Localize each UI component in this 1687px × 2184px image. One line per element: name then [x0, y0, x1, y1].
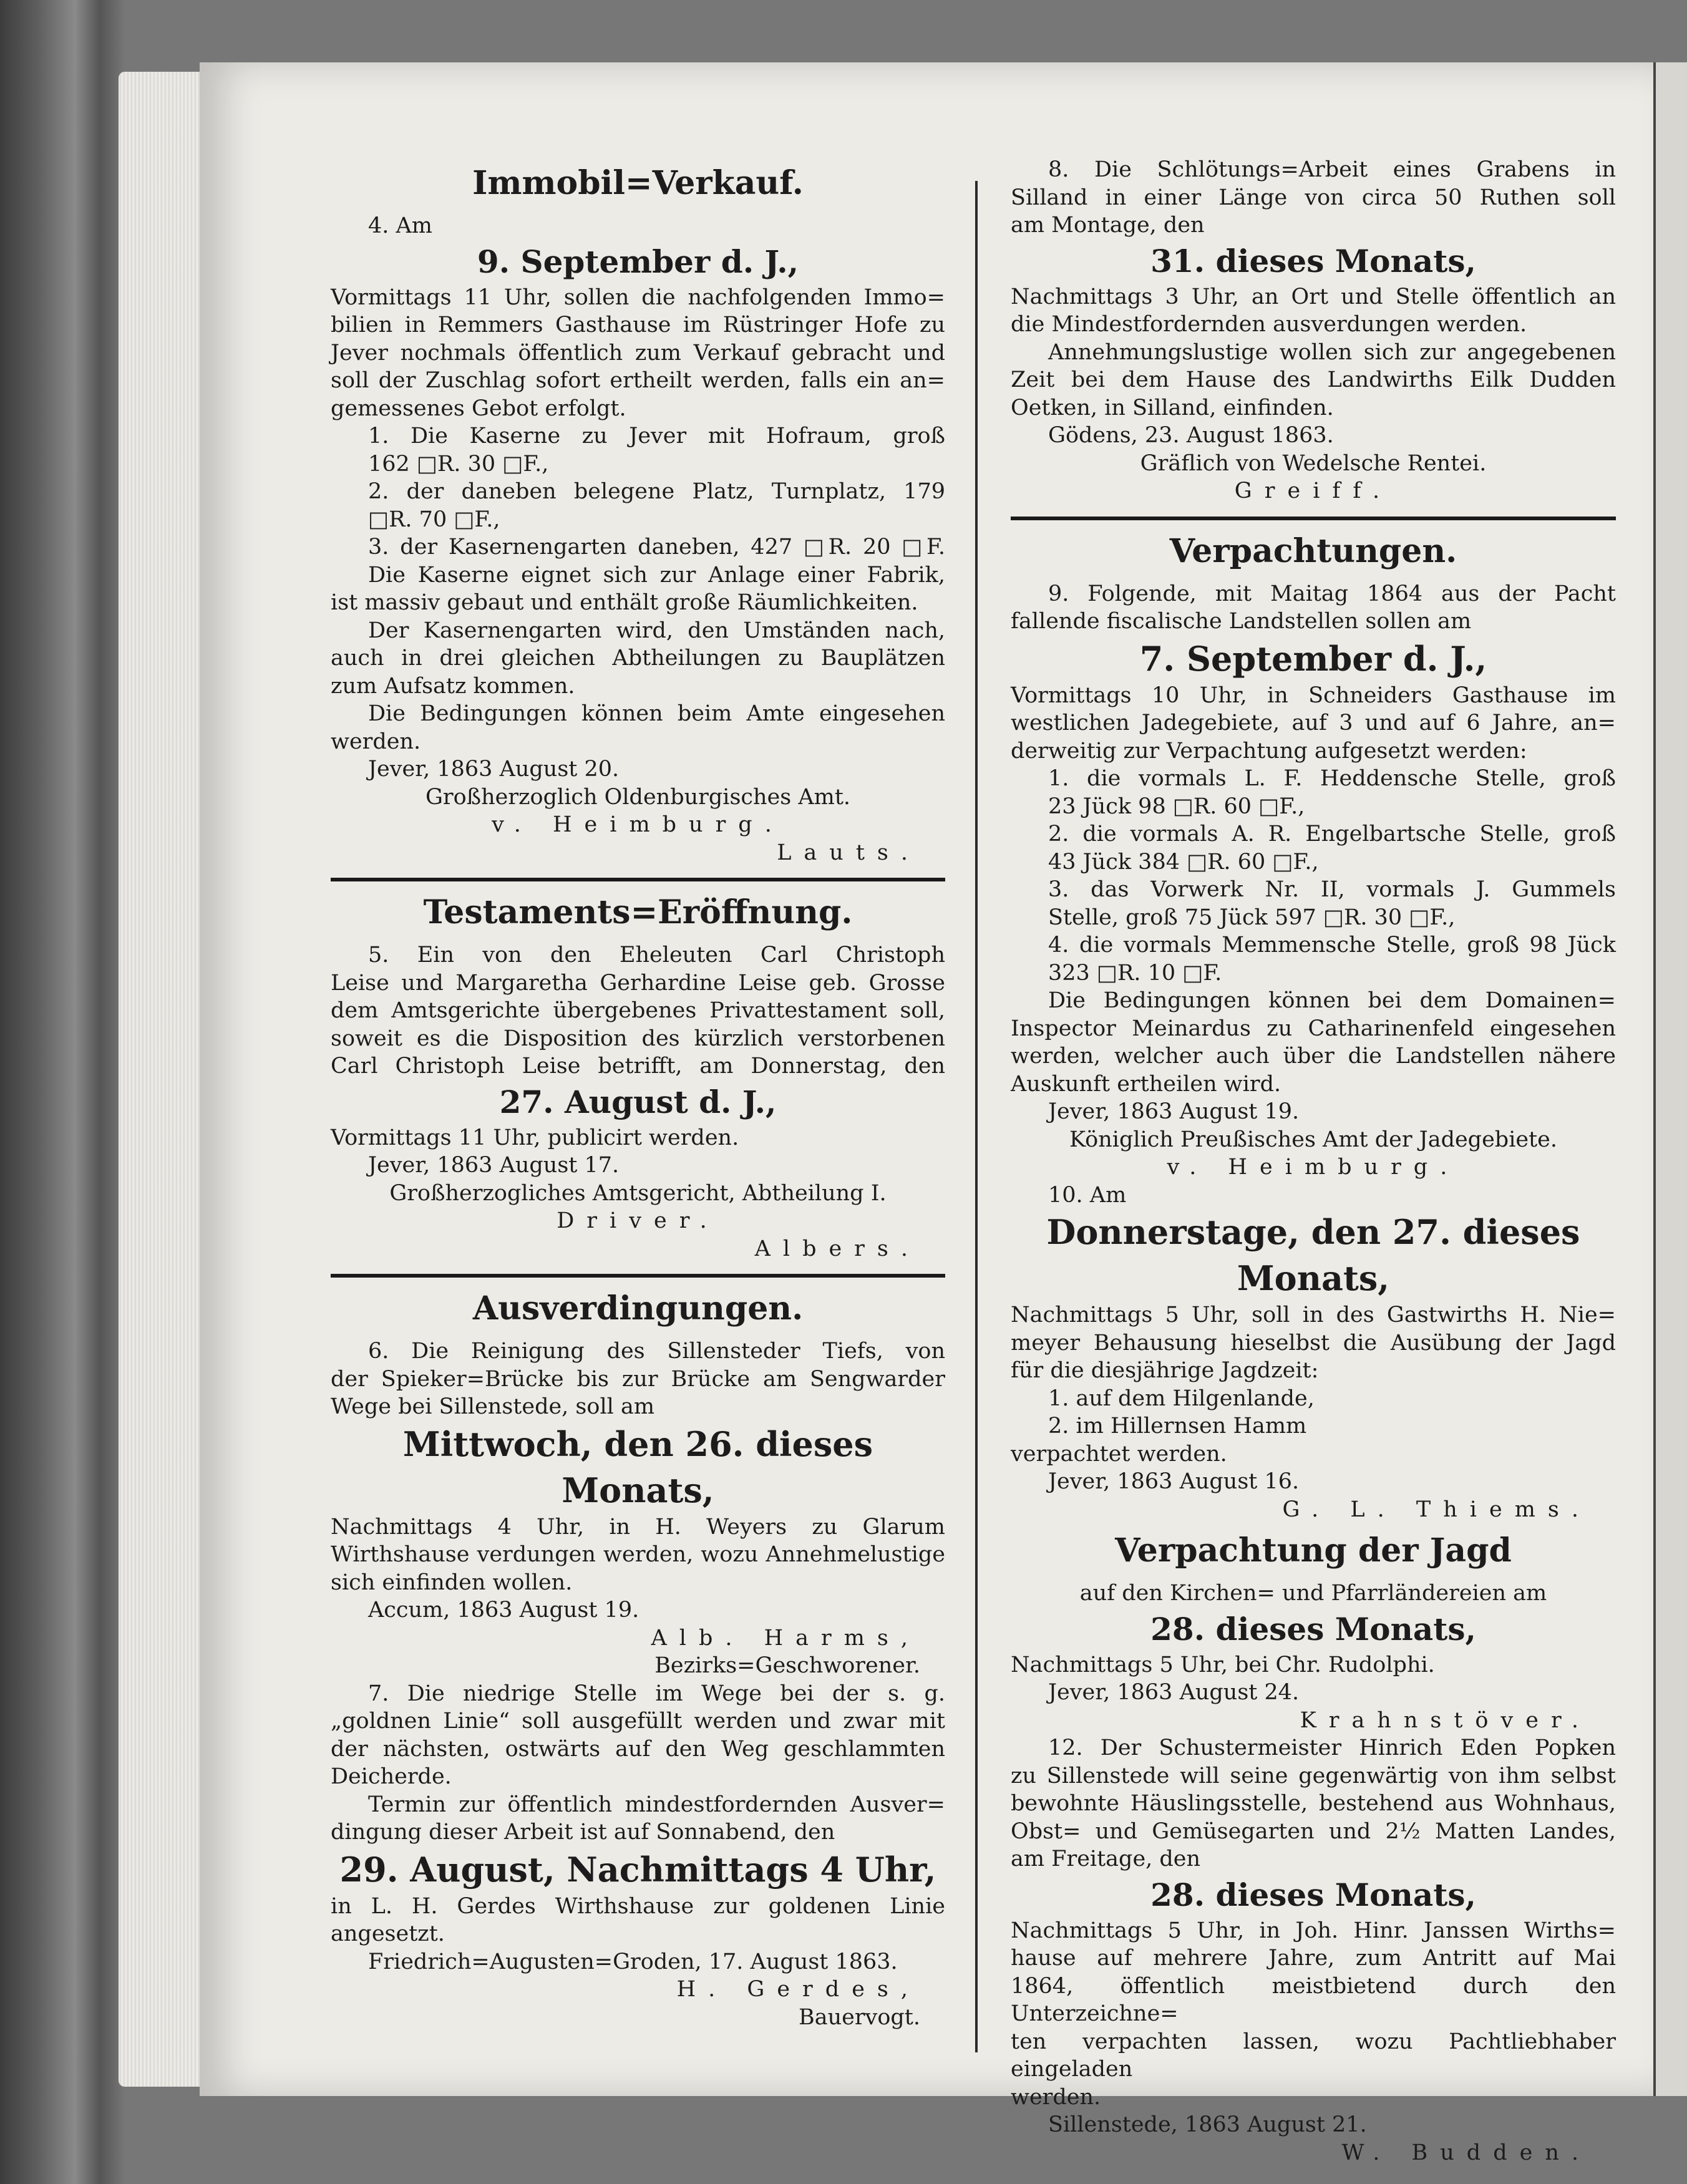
text-line: auch in drei gleichen Abtheilungen zu Bauplätzen — [331, 646, 945, 671]
text-line: Die Bedingungen können bei dem Domainen= — [1048, 988, 1616, 1013]
section-rule — [1011, 517, 1616, 520]
text-line: 7. Die niedrige Stelle im Wege bei der s. g. — [368, 1681, 945, 1706]
text-line: 162 □R. 30 □F., — [368, 451, 549, 477]
section-heading: Verpachtung der Jagd — [1115, 1531, 1512, 1570]
text-line: soll der Zuschlag sofort ertheilt werden, falls ein an= — [331, 368, 945, 393]
text-line: Driver. — [557, 1208, 719, 1233]
text-line: dem Amtsgerichte übergebenes Privattestament soll, — [331, 998, 945, 1023]
date-line: 28. dieses Monats, — [1150, 1876, 1476, 1913]
text-line: 323 □R. 10 □F. — [1048, 960, 1222, 986]
text-line: Accum, 1863 August 19. — [368, 1598, 639, 1623]
text-line: Vormittags 10 Uhr, in Schneiders Gasthause im — [1011, 682, 1616, 708]
date-line: 9. September d. J., — [477, 243, 799, 280]
text-line: Jever, 1863 August 16. — [1048, 1469, 1300, 1494]
text-line: Jever, 1863 August 24. — [1048, 1680, 1300, 1705]
section-heading: Verpachtungen. — [1169, 531, 1457, 570]
text-line: □R. 70 □F., — [368, 507, 500, 532]
text-line: angesetzt. — [331, 1921, 445, 1946]
text-line: ten verpachten lassen, wozu Pachtliebhaber eingeladen — [1011, 2029, 1616, 2082]
text-line: Gräflich von Wedelsche Rentei. — [1140, 450, 1487, 476]
text-line: Albers. — [754, 1236, 920, 1261]
text-line: werden. — [331, 729, 421, 754]
text-line: Großherzogliches Amtsgericht, Abtheilung I. — [389, 1180, 887, 1206]
text-line: Die Kaserne eignet sich zur Anlage einer Fabrik, — [368, 562, 945, 588]
text-line: 5. Ein von den Eheleuten Carl Christoph — [368, 943, 945, 968]
text-line: Wirthshause verdungen werden, wozu Annehmelustige — [331, 1542, 945, 1567]
date-line: 28. dieses Monats, — [1150, 1610, 1476, 1648]
text-line: Vormittags 11 Uhr, publicirt werden. — [331, 1125, 739, 1150]
text-line: gemessenes Gebot erfolgt. — [331, 396, 626, 421]
text-line: derweitig zur Verpachtung aufgesetzt werden: — [1011, 738, 1527, 764]
text-line: Silland in einer Länge von circa 50 Ruthen soll — [1011, 185, 1616, 210]
text-line: 43 Jück 384 □R. 60 □F., — [1048, 849, 1319, 875]
text-line: Carl Christoph Leise betrifft, am Donnerstag, den — [331, 1054, 945, 1079]
text-line: Jever, 1863 August 20. — [368, 757, 620, 782]
text-line: v. Heimburg. — [492, 812, 784, 837]
text-line: Lauts. — [777, 840, 920, 865]
text-line: bilien in Remmers Gasthause im Rüstringer Hofe zu — [331, 313, 945, 337]
text-line: der Spieker=Brücke bis zur Brücke am Sengwarder — [331, 1366, 945, 1392]
text-line: fallende fiscalische Landstellen sollen am — [1011, 609, 1472, 634]
text-line: auf den Kirchen= und Pfarrländereien am — [1079, 1581, 1547, 1606]
text-line: 10. Am — [1048, 1182, 1127, 1208]
text-line: 4. Am — [368, 213, 432, 238]
text-line: werden. — [1011, 2084, 1101, 2110]
text-line: dingung dieser Arbeit ist auf Sonnabend, den — [331, 1820, 835, 1845]
text-line: Obst= und Gemüsegarten und 2½ Matten Landes, — [1011, 1818, 1616, 1844]
text-line: zum Aufsatz kommen. — [331, 673, 575, 699]
next-page-edge — [1653, 62, 1687, 2096]
text-line: Bezirks=Geschworener. — [654, 1653, 920, 1678]
text-line: Zeit bei dem Hause des Landwirths Eilk Dudden — [1011, 367, 1616, 392]
section-heading: Testaments=Eröffnung. — [423, 893, 853, 931]
text-line: Großherzoglich Oldenburgisches Amt. — [425, 784, 851, 810]
text-line: Vormittags 11 Uhr, sollen die nachfolgenden Immo= — [331, 284, 945, 310]
text-line: Friedrich=Augusten=Groden, 17. August 1863. — [368, 1949, 898, 1974]
text-line: Jever, 1863 August 17. — [368, 1153, 620, 1178]
text-line: Königlich Preußisches Amt der Jadegebiete. — [1069, 1127, 1558, 1152]
text-line: v. Heimburg. — [1167, 1155, 1460, 1180]
text-line: meyer Behausung hieselbst die Ausübung der Jagd — [1011, 1330, 1616, 1356]
text-line: Stelle, groß 75 Jück 597 □R. 30 □F., — [1048, 905, 1456, 930]
text-line: 1. Die Kaserne zu Jever mit Hofraum, groß — [368, 424, 945, 449]
date-line: 27. August d. J., — [499, 1083, 777, 1120]
text-line: bewohnte Häuslingsstelle, bestehend aus Wohnhaus, — [1011, 1791, 1616, 1816]
text-line: am Freitage, den — [1011, 1847, 1201, 1871]
date-line: 7. September d. J., — [1139, 638, 1487, 679]
date-line: 31. dieses Monats, — [1150, 242, 1476, 279]
section-rule — [331, 878, 945, 881]
text-line: Nachmittags 5 Uhr, soll in des Gastwirths H. Nie= — [1011, 1303, 1616, 1327]
text-line: Wege bei Sillenstede, soll am — [331, 1394, 655, 1419]
text-line: 23 Jück 98 □R. 60 □F., — [1048, 794, 1305, 819]
text-line: werden, welcher auch über die Landstellen nähere — [1011, 1044, 1616, 1069]
text-line: Gödens, 23. August 1863. — [1048, 423, 1334, 448]
text-line: Oetken, in Silland, einfinden. — [1011, 395, 1334, 420]
text-line: 9. Folgende, mit Maitag 1864 aus der Pacht — [1048, 581, 1616, 606]
text-line: Deicherde. — [331, 1764, 452, 1789]
text-line: hause auf mehrere Jahre, zum Antritt auf Mai — [1011, 1946, 1616, 1971]
text-line: 2. im Hillernsen Hamm — [1048, 1414, 1307, 1439]
text-line: 1. die vormals L. F. Heddensche Stelle, groß — [1048, 766, 1616, 791]
text-line: die Mindestfordernden ausverdungen werden. — [1011, 312, 1527, 337]
text-line: Alb. Harms, — [651, 1625, 920, 1651]
date-line: Mittwoch, den 26. dieses Monats, — [402, 1424, 873, 1510]
text-line: verpachtet werden. — [1011, 1441, 1227, 1467]
text-line: Nachmittags 4 Uhr, in H. Weyers zu Glarum — [331, 1514, 945, 1540]
text-line: Der Kasernengarten wird, den Umständen nach, — [368, 618, 945, 643]
text-line: in L. H. Gerdes Wirthshause zur goldenen Linie — [331, 1893, 945, 1919]
text-line: der nächsten, ostwärts auf den Weg geschlammten — [331, 1736, 945, 1762]
text-line: westlichen Jadegebiete, auf 3 und auf 6 Jahre, an= — [1011, 711, 1616, 735]
column-divider — [975, 181, 978, 2052]
text-line: „goldnen Linie“ soll ausgefüllt werden und zwar mit — [331, 1709, 945, 1734]
text-line: Nachmittags 3 Uhr, an Ort und Stelle öffentlich an — [1011, 284, 1616, 309]
text-line: 3. der Kasernengarten daneben, 427 □R. 20 □F. — [368, 535, 945, 560]
text-line: Greiff. — [1234, 478, 1393, 503]
text-line: H. Gerdes, — [676, 1977, 920, 2002]
text-line: W. Budden. — [1341, 2140, 1591, 2165]
text-line: Termin zur öffentlich mindestfordernden Ausver= — [368, 1792, 945, 1817]
text-line: 3. das Vorwerk Nr. II, vormals J. Gummels — [1048, 877, 1616, 902]
text-line: soweit es die Disposition des kürzlich verstorbenen — [331, 1026, 945, 1051]
section-rule — [331, 1274, 945, 1278]
text-line: Inspector Meinardus zu Catharinenfeld eingesehen — [1011, 1016, 1616, 1041]
section-heading: Immobil=Verkauf. — [472, 164, 804, 202]
text-line: Jever nochmals öffentlich zum Verkauf gebracht und — [331, 340, 945, 366]
right-column — [1011, 156, 1616, 2167]
text-line: 8. Die Schlötungs=Arbeit eines Grabens in — [1048, 157, 1616, 182]
left-column — [331, 156, 945, 2031]
text-line: ist massiv gebaut und enthält große Räumlichkeiten. — [331, 590, 918, 615]
text-line: Krahnstöver. — [1300, 1707, 1591, 1733]
text-line: Nachmittags 5 Uhr, bei Chr. Rudolphi. — [1011, 1652, 1435, 1677]
text-line: Annehmungslustige wollen sich zur angegebenen — [1048, 339, 1616, 365]
text-line: sich einfinden wollen. — [331, 1570, 573, 1595]
text-line: Nachmittags 5 Uhr, in Joh. Hinr. Janssen Wirths= — [1011, 1918, 1616, 1943]
text-line: zu Sillenstede will seine gegenwärtig von ihm selbst — [1011, 1763, 1616, 1788]
text-line: Die Bedingungen können beim Amte eingesehen — [368, 701, 945, 726]
text-line: 12. Der Schustermeister Hinrich Eden Popken — [1048, 1735, 1616, 1760]
text-line: Bauervogt. — [798, 2004, 920, 2030]
text-line: für die diesjährige Jagdzeit: — [1011, 1358, 1319, 1383]
text-line: 2. die vormals A. R. Engelbartsche Stelle, groß — [1048, 822, 1616, 847]
text-line: Auskunft ertheilen wird. — [1011, 1071, 1281, 1097]
text-line: Jever, 1863 August 19. — [1048, 1099, 1300, 1124]
text-line: 4. die vormals Memmensche Stelle, groß 98 Jück — [1048, 933, 1616, 958]
text-line: 6. Die Reinigung des Sillensteder Tiefs, von — [368, 1339, 945, 1364]
text-line: 1864, öffentlich meistbietend durch den Unterzeichne= — [1011, 1973, 1616, 2026]
text-line: 1. auf dem Hilgenlande, — [1048, 1386, 1315, 1411]
date-line: Donnerstage, den 27. dieses Monats, — [1046, 1212, 1580, 1298]
text-line: G. L. Thiems. — [1282, 1497, 1591, 1522]
text-line: am Montage, den — [1011, 213, 1205, 238]
text-line: Sillenstede, 1863 August 21. — [1048, 2112, 1367, 2137]
text-line: 2. der daneben belegene Platz, Turnplatz, 179 — [368, 479, 945, 504]
section-heading: Ausverdingungen. — [472, 1289, 804, 1327]
date-line: 29. August, Nachmittags 4 Uhr, — [339, 1849, 936, 1890]
text-line: Leise und Margaretha Gerhardine Leise geb. Grosse — [331, 970, 945, 996]
